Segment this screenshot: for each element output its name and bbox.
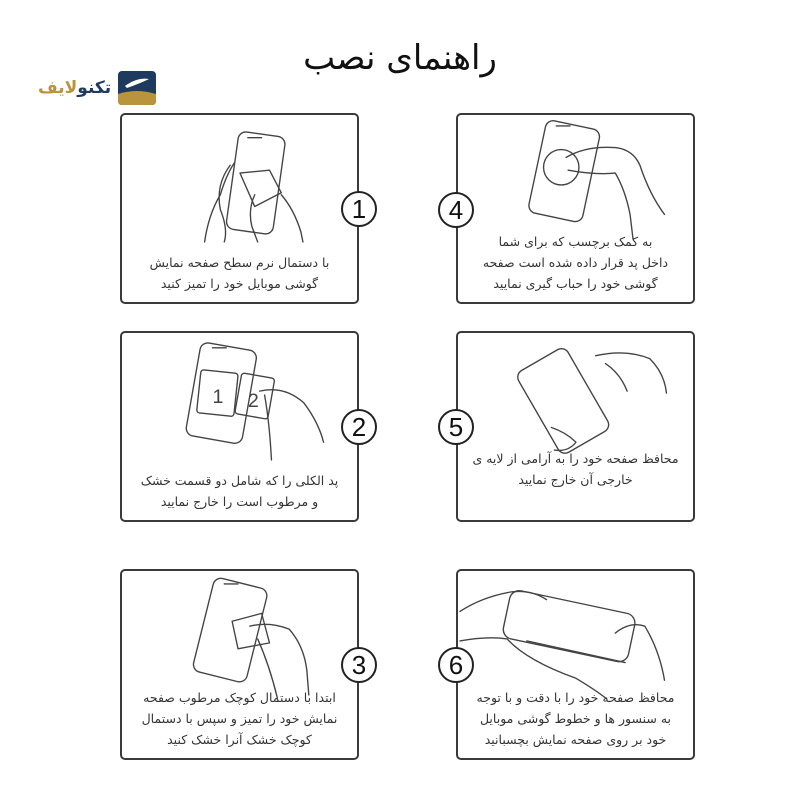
step-card-4	[456, 113, 695, 304]
caption-line: نمایش خود را تمیز و سپس با دستمال	[141, 711, 338, 726]
step-caption	[464, 448, 687, 490]
caption-line: با دستمال نرم سطح صفحه نمایش	[149, 255, 330, 270]
step-caption	[128, 252, 351, 294]
caption-line: گوشی خود را حباب گیری نمایید	[493, 276, 658, 291]
step-card-2	[120, 331, 359, 522]
step-caption	[464, 687, 687, 750]
step-number-2: 2	[341, 409, 377, 445]
caption-line: خارجی آن خارج نمایید	[518, 472, 633, 487]
caption-line: خود بر روی صفحه نمایش بچسبانید	[484, 732, 667, 747]
caption-line: محافظ صفحه خود را به آرامی از لایه ی	[472, 451, 679, 466]
caption-line: داخل پد قرار داده شده است صفحه	[482, 255, 669, 270]
caption-line: و مرطوب است را خارج نمایید	[160, 494, 319, 509]
step-caption	[128, 687, 351, 750]
sticker-dust-removal-illustration	[458, 115, 693, 245]
step-card-3	[120, 569, 359, 760]
svg-text:2: 2	[247, 389, 259, 412]
brand-name-navy: تکنو	[77, 78, 112, 98]
brand-name	[38, 78, 111, 98]
step-number-4: 4	[438, 192, 474, 228]
caption-line: به کمک برچسب که برای شما	[498, 234, 653, 249]
alcohol-pad-illustration	[122, 333, 357, 463]
small-cloth-wipe-illustration	[122, 571, 357, 701]
step-caption	[128, 470, 351, 512]
step-card-1	[120, 113, 359, 304]
step-number-3: 3	[341, 647, 377, 683]
caption-line: کوچک خشک آنرا خشک کنید	[167, 732, 312, 747]
hands-wiping-phone-illustration	[122, 115, 357, 245]
step-number-5: 5	[438, 409, 474, 445]
applying-protector-illustration	[458, 571, 693, 701]
caption-line: پد الکلی را که شامل دو قسمت خشک	[140, 473, 339, 488]
brand-name-gold: لایف	[38, 78, 78, 98]
step-caption	[464, 231, 687, 294]
svg-text:1: 1	[212, 385, 224, 408]
caption-line: گوشی موبایل خود را تمیز کنید	[160, 276, 319, 291]
caption-line: ابتدا با دستمال کوچک مرطوب صفحه	[143, 690, 336, 705]
step-card-5	[456, 331, 695, 522]
peeling-layer-illustration	[458, 333, 693, 463]
page-title: راهنمای نصب	[303, 38, 497, 78]
caption-line: به سنسور ها و خطوط گوشی موبایل	[479, 711, 672, 726]
step-number-1: 1	[341, 191, 377, 227]
step-number-6: 6	[438, 647, 474, 683]
step-card-6	[456, 569, 695, 760]
caption-line: محافظ صفحه خود را با دقت و با توجه	[476, 690, 675, 705]
